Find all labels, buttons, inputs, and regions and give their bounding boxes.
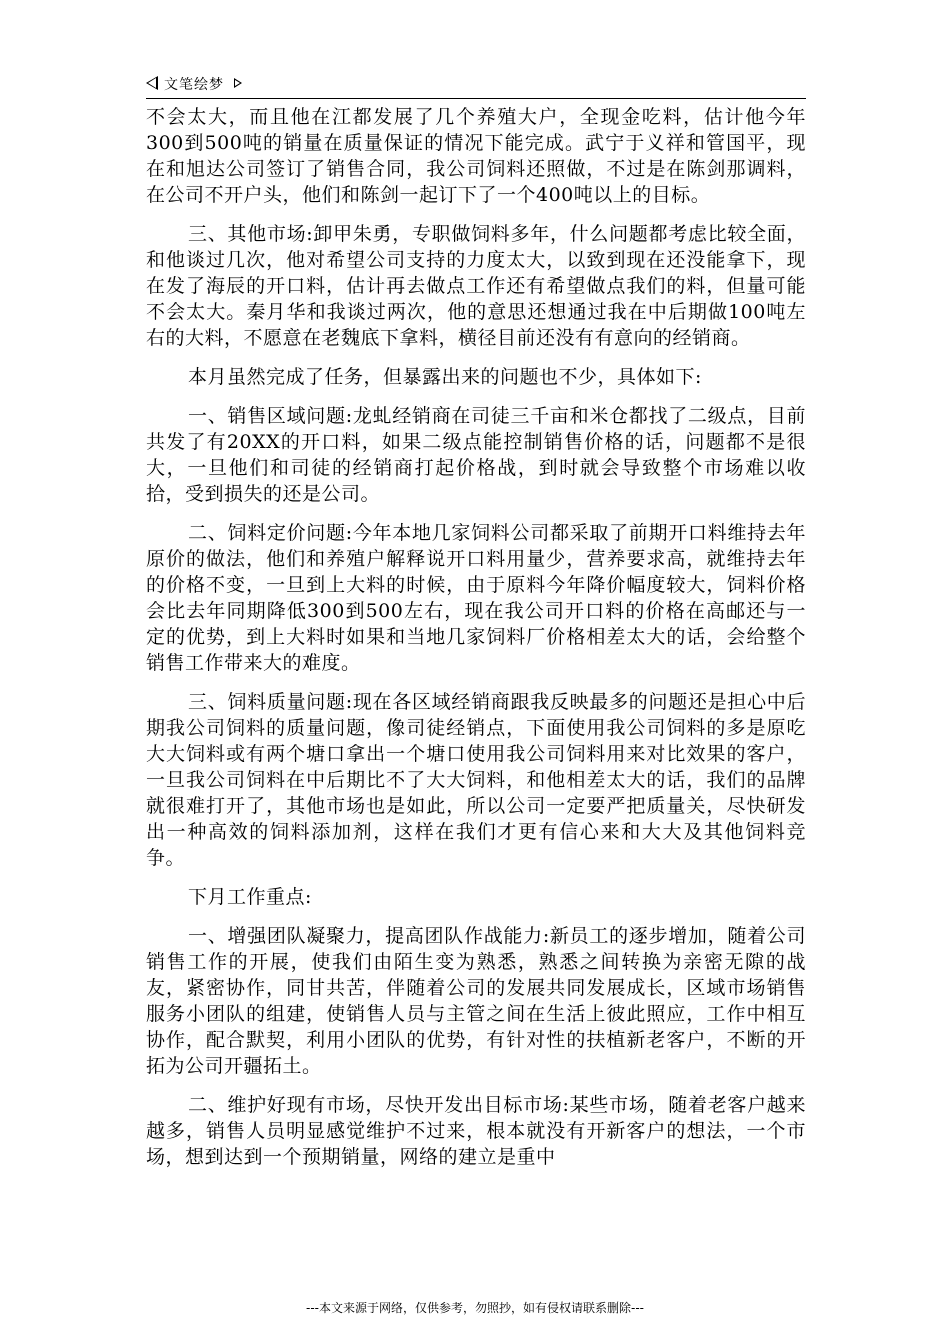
document-body — [146, 104, 806, 1183]
paragraph: 一、增强团队凝聚力，提高团队作战能力:新员工的逐步增加，随着公司销售工作的开展，使我们由陌生变为熟悉，熟悉之间转换为亲密无隙的战友，紧密协作，同甘共苦，伴随着公司的发展共同发展成长，区域市场销售服务小团队的组建，使销售人员与主管之间在生活上彼此照应，工作中相互协作，配合默契，利用小团队的优势，有针对性的扶植新老客户，不断的开拓为公司开疆拓土。 — [146, 925, 806, 1077]
paragraph: 下月工作重点: — [188, 886, 312, 908]
paragraph: 本月虽然完成了任务，但暴露出来的问题也不少，具体如下: — [188, 366, 702, 388]
triangle-left-icon — [146, 76, 158, 90]
paragraph: 二、维护好现有市场，尽快开发出目标市场:某些市场，随着老客户越来越多，销售人员明显感觉维护不过来，根本就没有开新客户的想法，一个市场，想到达到一个预期销量，网络的建立是重中 — [146, 1094, 806, 1168]
paragraph: 不会太大，而且他在江都发展了几个养殖大户，全现金吃料，估计他今年300到500吨的销量在质量保证的情况下能完成。武宁于义祥和管国平，现在和旭达公司签订了销售合同，我公司饲料还照做，不过是在陈剑那调料，在公司不开户头，他们和陈剑一起订下了一个400吨以上的目标。 — [146, 106, 806, 206]
page-footer: ---本文来源于网络，仅供参考，勿照抄，如有侵权请联系删除--- — [306, 1301, 644, 1315]
header-brand: 文笔绘梦 — [164, 77, 224, 93]
triangle-right-icon — [234, 78, 242, 88]
paragraph: 二、饲料定价问题:今年本地几家饲料公司都采取了前期开口料维持去年原价的做法，他们和养殖户解释说开口料用量少，营养要求高，就维持去年的价格不变，一旦到上大料的时候，由于原料今年降价幅度较大，饲料价格会比去年同期降低300到500左右，现在我公司开口料的价格在高邮还与一定的优势，到上大料时如果和当地几家饲料厂价格相差太大的话，会给整个销售工作带来大的难度。 — [146, 522, 806, 674]
page-header — [146, 72, 806, 99]
paragraph: 三、其他市场:卸甲朱勇，专职做饲料多年，什么问题都考虑比较全面，和他谈过几次，他对希望公司支持的力度太大，以致到现在还没能拿下，现在发了海辰的开口料，估计再去做点工作还有希望做点我们的料，但量可能不会太大。秦月华和我谈过两次，他的意思还想通过我在中后期做100吨左右的大料，不愿意在老魏底下拿料，横径目前还没有有意向的经销商。 — [146, 223, 806, 349]
paragraph: 一、销售区域问题:龙虬经销商在司徒三千亩和米仓都找了二级点，目前共发了有20XX的开口料，如果二级点能控制销售价格的话，问题都不是很大，一旦他们和司徒的经销商打起价格战，到时就会导致整个市场难以收拾，受到损失的还是公司。 — [146, 405, 806, 505]
paragraph: 三、饲料质量问题:现在各区域经销商跟我反映最多的问题还是担心中后期我公司饲料的质量问题，像司徒经销点，下面使用我公司饲料的多是原吃大大饲料或有两个塘口拿出一个塘口使用我公司饲料用来对比效果的客户，一旦我公司饲料在中后期比不了大大饲料，和他相差太大的话，我们的品牌就很难打开了，其他市场也是如此，所以公司一定要严把质量关，尽快研发出一种高效的饲料添加剂，这样在我们才更有信心来和大大及其他饲料竞争。 — [146, 691, 806, 869]
